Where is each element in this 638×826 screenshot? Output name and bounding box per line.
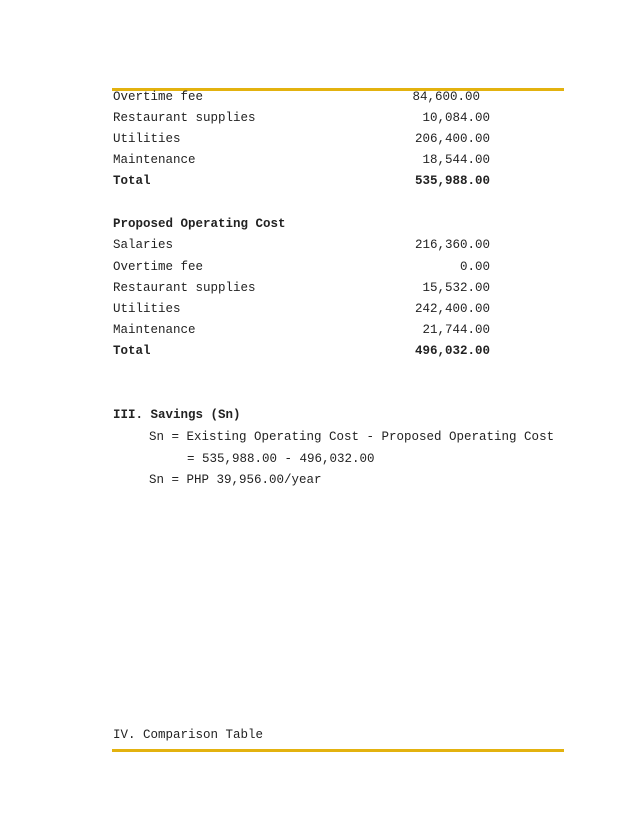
existing-row-maintenance xyxy=(113,151,490,169)
row-value: 15,532.00 xyxy=(422,281,490,295)
row-value: 216,360.00 xyxy=(414,238,490,252)
row-label: Restaurant supplies xyxy=(113,111,256,125)
savings-section-heading: III. Savings (Sn) xyxy=(113,408,241,422)
total-value: 496,032.00 xyxy=(414,344,490,358)
total-value: 535,988.00 xyxy=(414,174,490,188)
row-value: 10,084.00 xyxy=(422,111,490,125)
row-label: Restaurant supplies xyxy=(113,281,256,295)
savings-formula: Sn = Existing Operating Cost - Proposed Operating Cost xyxy=(149,430,555,444)
proposed-row-maintenance xyxy=(113,321,490,339)
row-value: 0.00 xyxy=(459,260,490,274)
comparison-section-heading: IV. Comparison Table xyxy=(113,728,264,742)
proposed-row-overtime xyxy=(113,258,490,276)
row-label: Utilities xyxy=(113,302,181,316)
row-value: 21,744.00 xyxy=(422,323,490,337)
existing-row-overtime xyxy=(113,88,490,106)
row-value: 84,600.00 xyxy=(412,90,480,104)
savings-result: Sn = PHP 39,956.00/year xyxy=(149,473,322,487)
row-label: Overtime fee xyxy=(113,90,204,104)
proposed-section-heading: Proposed Operating Cost xyxy=(113,217,286,231)
row-label: Maintenance xyxy=(113,323,196,337)
row-value: 242,400.00 xyxy=(414,302,490,316)
total-label: Total xyxy=(113,174,151,188)
bottom-divider-rule xyxy=(112,749,564,752)
existing-row-utilities xyxy=(113,130,490,148)
proposed-row-salaries xyxy=(113,236,490,254)
proposed-total-row xyxy=(113,342,490,360)
savings-substitution: = 535,988.00 - 496,032.00 xyxy=(187,452,375,466)
proposed-row-utilities xyxy=(113,300,490,318)
existing-row-restaurant-supplies xyxy=(113,109,490,127)
row-label: Maintenance xyxy=(113,153,196,167)
row-label: Overtime fee xyxy=(113,260,204,274)
row-value: 18,544.00 xyxy=(422,153,490,167)
proposed-row-restaurant-supplies xyxy=(113,279,490,297)
row-label: Salaries xyxy=(113,238,174,252)
total-label: Total xyxy=(113,344,151,358)
row-value: 206,400.00 xyxy=(414,132,490,146)
row-label: Utilities xyxy=(113,132,181,146)
existing-total-row xyxy=(113,172,490,190)
